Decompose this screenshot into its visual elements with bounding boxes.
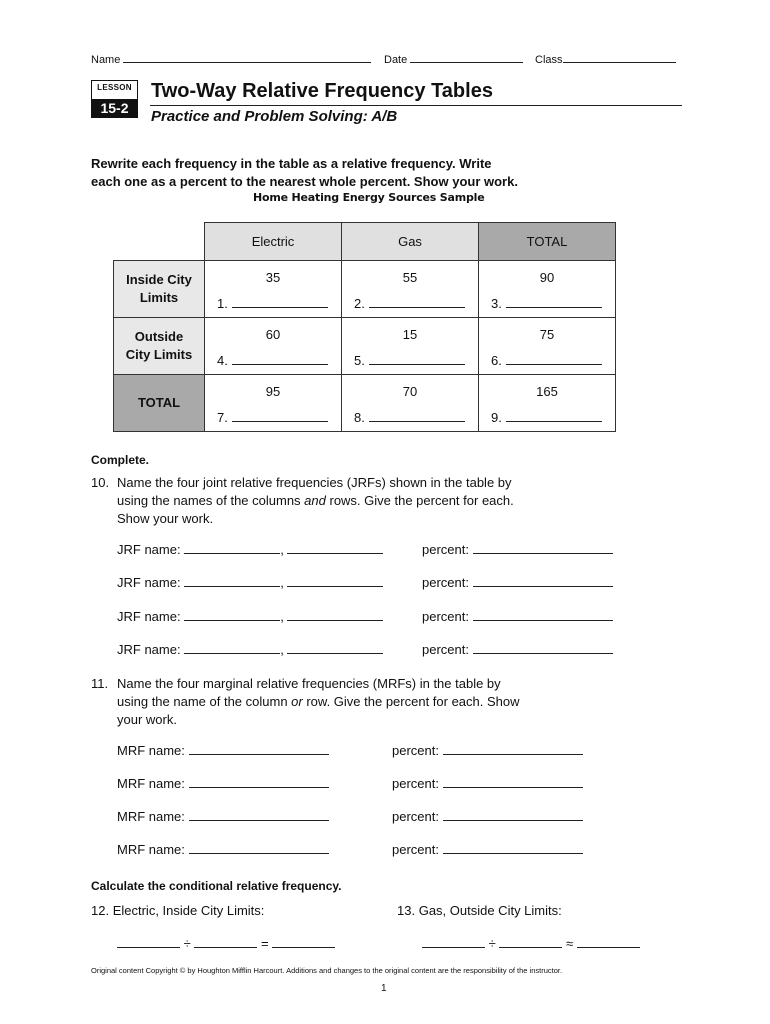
q12-blank[interactable]: [272, 936, 335, 948]
jrf-name-blank[interactable]: [287, 542, 383, 554]
complete-heading: Complete.: [91, 453, 150, 467]
q12-blank[interactable]: [194, 936, 257, 948]
q13-equation: [422, 936, 640, 951]
jrf-name-blank[interactable]: [184, 609, 280, 621]
answer-blank[interactable]: [232, 353, 328, 365]
class-field[interactable]: [535, 51, 676, 66]
cell-frequency: 35: [265, 270, 281, 285]
cell-frequency: 90: [539, 270, 555, 285]
table-header-row: [114, 223, 616, 261]
q13-blank[interactable]: [422, 936, 485, 948]
table-cell: [479, 261, 616, 318]
name-field[interactable]: [91, 51, 371, 66]
answer-field[interactable]: [354, 296, 465, 311]
q11-number: 11.: [91, 676, 109, 691]
jrf-row: [117, 575, 383, 590]
jrf-percent-row: [422, 642, 613, 657]
cell-frequency: 70: [402, 384, 418, 399]
q10-line-2-text: rows. Give the percent for each.: [325, 493, 514, 508]
q13-text: Gas, Outside City Limits:: [418, 903, 562, 918]
column-header-electric: Electric: [205, 223, 342, 261]
q12-prompt: [91, 902, 264, 920]
row-header-line: City Limits: [125, 347, 193, 362]
q10-line-2-text: using the names of the columns: [117, 493, 305, 508]
table-cell: [342, 318, 479, 375]
percent-label: percent:: [422, 642, 469, 657]
equals-symbol: =: [261, 936, 269, 951]
answer-number: 9.: [491, 410, 502, 425]
percent-blank[interactable]: [473, 575, 613, 587]
table-cell: [205, 318, 342, 375]
answer-blank[interactable]: [506, 410, 602, 422]
q10-line-2-emphasis: and: [304, 493, 326, 508]
instructions-line-1: Rewrite each frequency in the table as a relative frequency. Write: [91, 156, 492, 171]
percent-label: percent:: [392, 809, 439, 824]
date-label: Date: [384, 54, 408, 66]
mrf-name-blank[interactable]: [189, 809, 329, 821]
page-title: Two-Way Relative Frequency Tables: [151, 80, 493, 102]
table-row: [114, 375, 616, 432]
jrf-name-label: JRF name:: [117, 575, 181, 590]
instructions: [91, 155, 561, 191]
jrf-percent-row: [422, 542, 613, 557]
answer-blank[interactable]: [506, 353, 602, 365]
mrf-name-label: MRF name:: [117, 776, 185, 791]
q12-number: 12.: [91, 903, 110, 918]
cell-frequency: 60: [265, 327, 281, 342]
q13-prompt: [397, 902, 562, 920]
table-cell: [342, 261, 479, 318]
answer-blank[interactable]: [369, 353, 465, 365]
answer-field[interactable]: [354, 353, 465, 368]
row-header-outside-city: [114, 318, 205, 375]
mrf-name-label: MRF name:: [117, 842, 185, 857]
class-blank[interactable]: [563, 51, 676, 63]
approx-symbol: ≈: [566, 936, 574, 951]
q10-line-2: [117, 492, 557, 510]
q11-line-2-emphasis: or: [291, 694, 303, 709]
mrf-row: [117, 743, 329, 758]
page-number: 1: [381, 983, 387, 994]
title-divider: [150, 105, 682, 106]
percent-label: percent:: [392, 842, 439, 857]
answer-blank[interactable]: [369, 296, 465, 308]
name-label: Name: [91, 54, 121, 66]
answer-field[interactable]: [491, 296, 602, 311]
q13-blank[interactable]: [577, 936, 640, 948]
mrf-percent-row: [392, 809, 583, 824]
percent-label: percent:: [422, 609, 469, 624]
jrf-name-blank[interactable]: [184, 642, 280, 654]
row-header-inside-city: [114, 261, 205, 318]
answer-blank[interactable]: [369, 410, 465, 422]
lesson-badge-number: 15-2: [91, 99, 138, 118]
answer-field[interactable]: [491, 353, 602, 368]
comma: ,: [280, 542, 284, 557]
percent-blank[interactable]: [473, 542, 613, 554]
percent-blank[interactable]: [473, 642, 613, 654]
cell-frequency: 15: [402, 327, 418, 342]
jrf-name-label: JRF name:: [117, 609, 181, 624]
q11-prompt: [117, 675, 557, 729]
q11-line-2: [117, 693, 557, 711]
jrf-name-blank[interactable]: [287, 575, 383, 587]
lesson-badge: [91, 80, 138, 118]
jrf-row: [117, 642, 383, 657]
divide-symbol: ÷: [183, 936, 191, 951]
jrf-name-label: JRF name:: [117, 642, 181, 657]
q12-equation: [117, 936, 335, 951]
row-header-total: [114, 375, 205, 432]
q10-line-3: Show your work.: [117, 511, 214, 526]
percent-label: percent:: [392, 776, 439, 791]
cell-frequency: 165: [536, 384, 558, 399]
answer-number: 4.: [217, 353, 228, 368]
mrf-row: [117, 809, 329, 824]
q13-blank[interactable]: [499, 936, 562, 948]
lesson-badge-label: LESSON: [97, 83, 132, 92]
answer-number: 2.: [354, 296, 365, 311]
answer-number: 5.: [354, 353, 365, 368]
answer-blank[interactable]: [232, 296, 328, 308]
q11-line-3: your work.: [117, 712, 177, 727]
q10-line-1: Name the four joint relative frequencies (JRFs) shown in the table by: [117, 475, 512, 490]
row-header-line: Inside City: [126, 272, 192, 287]
row-header-line: Limits: [139, 290, 179, 305]
percent-blank[interactable]: [443, 776, 583, 788]
table-corner: [114, 223, 205, 261]
copyright-footer: Original content Copyright © by Houghton Mifflin Harcourt. Additions and changes to the original content are the responsibility of the instructor.: [91, 966, 563, 975]
answer-number: 8.: [354, 410, 365, 425]
q11-line-1: Name the four marginal relative frequencies (MRFs) in the table by: [117, 676, 501, 691]
mrf-name-blank[interactable]: [189, 842, 329, 854]
date-field[interactable]: [384, 51, 523, 66]
column-header-gas: Gas: [342, 223, 479, 261]
table-cell: [205, 261, 342, 318]
percent-blank[interactable]: [443, 842, 583, 854]
mrf-name-blank[interactable]: [189, 743, 329, 755]
q13-number: 13.: [397, 903, 416, 918]
answer-blank[interactable]: [232, 410, 328, 422]
table-caption: Home Heating Energy Sources Sample: [253, 191, 485, 204]
answer-field[interactable]: [217, 296, 328, 311]
answer-number: 3.: [491, 296, 502, 311]
column-header-total: TOTAL: [479, 223, 616, 261]
table-cell: [342, 375, 479, 432]
answer-field[interactable]: [217, 353, 328, 368]
jrf-row: [117, 609, 383, 624]
answer-field[interactable]: [354, 410, 465, 425]
instructions-line-2: each one as a percent to the nearest whole percent. Show your work.: [91, 174, 518, 189]
percent-label: percent:: [422, 542, 469, 557]
jrf-name-blank[interactable]: [184, 575, 280, 587]
answer-field[interactable]: [217, 410, 328, 425]
mrf-percent-row: [392, 842, 583, 857]
jrf-percent-row: [422, 609, 613, 624]
q10-prompt: [117, 474, 557, 528]
mrf-name-blank[interactable]: [189, 776, 329, 788]
q11-line-2-text: using the name of the column: [117, 694, 292, 709]
table-row: [114, 261, 616, 318]
mrf-percent-row: [392, 743, 583, 758]
q10-number: 10.: [91, 475, 110, 490]
q12-blank[interactable]: [117, 936, 180, 948]
q11-line-2-text: row. Give the percent for each. Show: [302, 694, 520, 709]
table-cell: [479, 318, 616, 375]
comma: ,: [280, 642, 284, 657]
comma: ,: [280, 575, 284, 590]
divide-symbol: ÷: [488, 936, 496, 951]
percent-blank[interactable]: [473, 609, 613, 621]
table-row: [114, 318, 616, 375]
answer-number: 7.: [217, 410, 228, 425]
mrf-row: [117, 842, 329, 857]
table-cell: [479, 375, 616, 432]
row-header-line: TOTAL: [137, 395, 181, 410]
frequency-table: [113, 222, 616, 432]
percent-label: percent:: [392, 743, 439, 758]
comma: ,: [280, 609, 284, 624]
mrf-row: [117, 776, 329, 791]
class-label: Class: [535, 54, 563, 66]
cell-frequency: 75: [539, 327, 555, 342]
cell-frequency: 95: [265, 384, 281, 399]
cell-frequency: 55: [402, 270, 418, 285]
jrf-name-label: JRF name:: [117, 542, 181, 557]
q12-text: Electric, Inside City Limits:: [112, 903, 265, 918]
mrf-percent-row: [392, 776, 583, 791]
table-cell: [205, 375, 342, 432]
percent-blank[interactable]: [443, 743, 583, 755]
jrf-row: [117, 542, 383, 557]
name-blank[interactable]: [123, 51, 371, 63]
jrf-percent-row: [422, 575, 613, 590]
conditional-heading: Calculate the conditional relative frequency.: [91, 879, 342, 893]
mrf-name-label: MRF name:: [117, 809, 185, 824]
percent-label: percent:: [422, 575, 469, 590]
percent-blank[interactable]: [443, 809, 583, 821]
answer-field[interactable]: [491, 410, 602, 425]
jrf-name-blank[interactable]: [287, 642, 383, 654]
row-header-line: Outside: [134, 329, 184, 344]
jrf-name-blank[interactable]: [184, 542, 280, 554]
answer-number: 1.: [217, 296, 228, 311]
jrf-name-blank[interactable]: [287, 609, 383, 621]
date-blank[interactable]: [410, 51, 523, 63]
answer-number: 6.: [491, 353, 502, 368]
mrf-name-label: MRF name:: [117, 743, 185, 758]
page-subtitle: Practice and Problem Solving: A/B: [151, 108, 398, 125]
answer-blank[interactable]: [506, 296, 602, 308]
